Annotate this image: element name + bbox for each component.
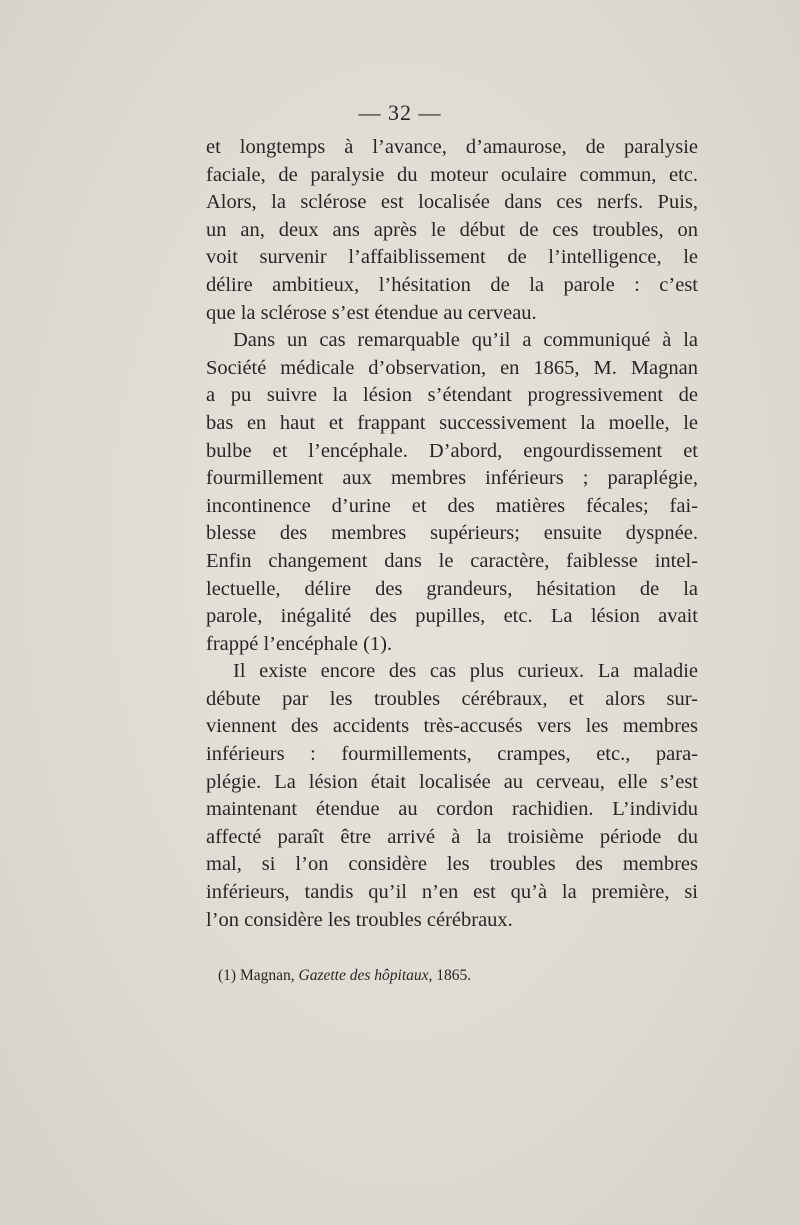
text-line: a pu suivre la lésion s’étendant progressivement de (206, 384, 698, 407)
footnote-year: 1865. (436, 967, 472, 984)
page-number: — 32 — (358, 100, 442, 125)
text-line: un an, deux ans après le début de ces troubles, on (206, 218, 698, 241)
paragraph-start-line: Il existe encore des cas plus curieux. La maladie (233, 660, 698, 683)
text-line: l’on considère les troubles cérébraux. (206, 908, 513, 931)
footnote-mark: (1) (218, 967, 237, 984)
text-line: bas en haut et frappant successivement la moelle, le (206, 411, 698, 434)
text-line: inférieurs, tandis qu’il n’en est qu’à la première, si (206, 881, 698, 904)
text-line: blesse des membres supérieurs; ensuite dyspnée. (206, 522, 698, 545)
text-line: que la sclérose s’est étendue au cerveau. (206, 301, 537, 324)
text-line: débute par les troubles cérébraux, et alors sur- (206, 687, 698, 710)
text-line: Société médicale d’observation, en 1865, M. Magnan (206, 356, 698, 379)
text-line: Enfin changement dans le caractère, faiblesse intel- (206, 549, 698, 572)
text-line: affecté paraît être arrivé à la troisième période du (206, 825, 698, 848)
text-line: lectuelle, délire des grandeurs, hésitation de la (206, 577, 698, 600)
text-line: mal, si l’on considère les troubles des membres (206, 853, 698, 876)
text-line: maintenant étendue au cordon rachidien. L’individu (206, 798, 698, 821)
footnote-author: Magnan, (239, 967, 295, 984)
footnote (218, 967, 471, 985)
text-line: incontinence d’urine et des matières fécales; fai- (206, 494, 698, 517)
paragraph-start-line: Dans un cas remarquable qu’il a communiqué à la (233, 329, 698, 352)
footnote-journal: Gazette des hôpitaux, (298, 967, 433, 984)
text-line: fourmillement aux membres inférieurs ; paraplégie, (206, 467, 698, 490)
text-line: faciale, de paralysie du moteur oculaire commun, etc. (206, 163, 698, 186)
text-line: frappé l’encéphale (1). (206, 632, 393, 655)
text-line: bulbe et l’encéphale. D’abord, engourdissement et (206, 439, 698, 462)
text-line: et longtemps à l’avance, d’amaurose, de paralysie (206, 136, 698, 158)
text-line: inférieurs : fourmillements, crampes, etc., para- (206, 743, 698, 766)
text-line: Alors, la sclérose est localisée dans ces nerfs. Puis, (206, 191, 698, 214)
text-line: viennent des accidents très-accusés vers les membres (206, 715, 698, 738)
text-line: délire ambitieux, l’hésitation de la parole : c’est (206, 273, 698, 296)
text-line: voit survenir l’affaiblissement de l’intelligence, le (206, 246, 698, 269)
text-line: plégie. La lésion était localisée au cerveau, elle s’est (206, 770, 698, 793)
text-line: parole, inégalité des pupilles, etc. La lésion avait (206, 605, 698, 628)
body-text (206, 134, 698, 934)
